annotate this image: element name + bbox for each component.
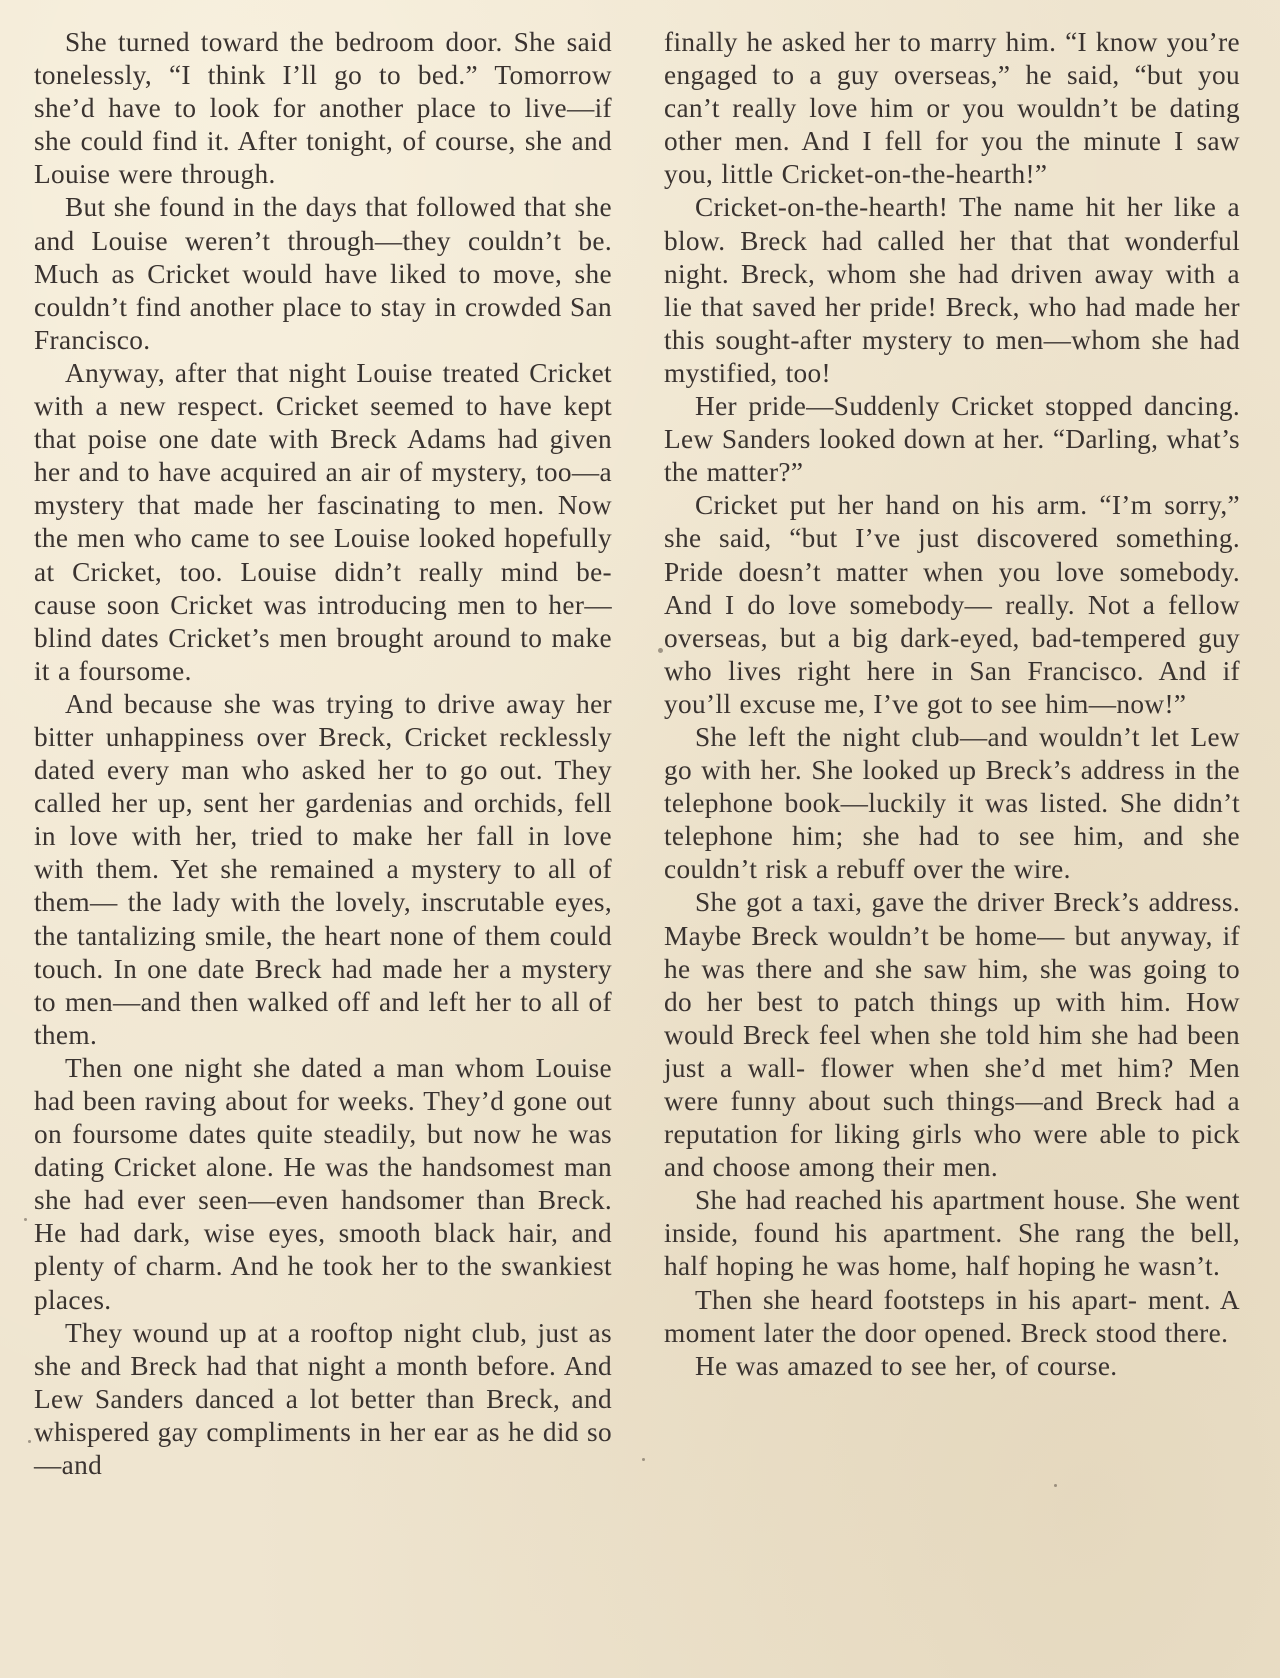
paragraph: But she found in the days that followed that she and Louise weren’t through—they couldn’t be. Much as Cricket would have liked to move, she couldn’t find another place to stay in crowded San Francisco.	[34, 192, 612, 355]
right-column	[664, 26, 1240, 1383]
paper-speck	[28, 1440, 31, 1443]
paragraph: She turned toward the bedroom door. She said tonelessly, “I think I’ll go to bed.” Tomorrow she’d have to look for another place to live—if she could find it. After tonight, of course, she and Louise were through.	[34, 27, 612, 190]
paragraph: They wound up at a rooftop night club, just as she and Breck had that night a month before. And Lew Sanders danced a lot better than Breck, and whispered gay compliments in her ear as he did so—and	[34, 1317, 612, 1481]
paper-speck	[1054, 1484, 1057, 1487]
paragraph: Anyway, after that night Louise treated Cricket with a new respect. Cricket seemed to have kept that poise one date with Breck Adams had given her and to have acquired an air of mystery, too—a mystery that made her fascinating to men. Now the men who came to see Louise looked hopefully at Cricket, too. Louise didn’t really mind be- cause soon Cricket was introducing men to her—blind dates Cricket’s men brought around to make it a foursome.	[34, 357, 612, 686]
paragraph: She had reached his apartment house. She went inside, found his apartment. She rang the bell, half hoping he was home, half hoping he wasn’t.	[664, 1185, 1240, 1282]
paragraph: She left the night club—and wouldn’t let Lew go with her. She looked up Breck’s address in the telephone book—luckily it was listed. She didn’t telephone him; she had to see him, and she couldn’t risk a rebuff over the wire.	[664, 721, 1240, 885]
paragraph: He was amazed to see her, of course.	[695, 1350, 1118, 1381]
paragraph: Cricket put her hand on his arm. “I’m sorry,” she said, “but I’ve just discovered something. Pride doesn’t matter when you love somebody. And I do love somebody— really. Not a fellow overseas, but a big dark-eyed, bad-tempered guy who lives right here in San Francisco. And if you’ll excuse me, I’ve got to see him—now!”	[664, 490, 1240, 719]
paragraph: And because she was trying to drive away her bitter unhappiness over Breck, Cricket recklessly dated every man who asked her to go out. They called her up, sent her gardenias and orchids, fell in love with her, tried to make her fall in love with them. Yet she remained a mystery to all of them— the lady with the lovely, inscrutable eyes, the tantalizing smile, the heart none of them could touch. In one date Breck had made her a mystery to men—and then walked off and left her to all of them.	[34, 688, 612, 1050]
left-column	[34, 26, 612, 1482]
paper-speck	[24, 1218, 27, 1221]
story-page	[34, 26, 1246, 1656]
paper-speck	[642, 1458, 645, 1461]
paragraph: She got a taxi, gave the driver Breck’s address. Maybe Breck wouldn’t be home— but anyway, if he was there and she saw him, she was going to do her best to patch things up with him. How would Breck feel when she told him she had been just a wall- flower when she’d met him? Men were funny about such things—and Breck had a reputation for liking girls who were able to pick and choose among their men.	[664, 887, 1240, 1183]
paragraph: finally he asked her to marry him. “I know you’re engaged to a guy overseas,” he said, “but you can’t really love him or you wouldn’t be dating other men. And I fell for you the minute I saw you, little Cricket-on-the-hearth!”	[664, 27, 1240, 190]
paragraph: Cricket-on-the-hearth! The name hit her like a blow. Breck had called her that that wonderful night. Breck, whom she had driven away with a lie that saved her pride! Breck, who had made her this sought-after mystery to men—whom she had mystified, too!	[664, 192, 1240, 388]
paper-speck	[658, 648, 663, 653]
paragraph: Then she heard footsteps in his apart- ment. A moment later the door opened. Breck stood there.	[664, 1284, 1240, 1348]
paragraph: Her pride—Suddenly Cricket stopped dancing. Lew Sanders looked down at her. “Darling, what’s the matter?”	[664, 391, 1240, 488]
paragraph: Then one night she dated a man whom Louise had been raving about for weeks. They’d gone out on foursome dates quite steadily, but now he was dating Cricket alone. He was the handsomest man she had ever seen—even handsomer than Breck. He had dark, wise eyes, smooth black hair, and plenty of charm. And he took her to the swankiest places.	[34, 1052, 612, 1315]
